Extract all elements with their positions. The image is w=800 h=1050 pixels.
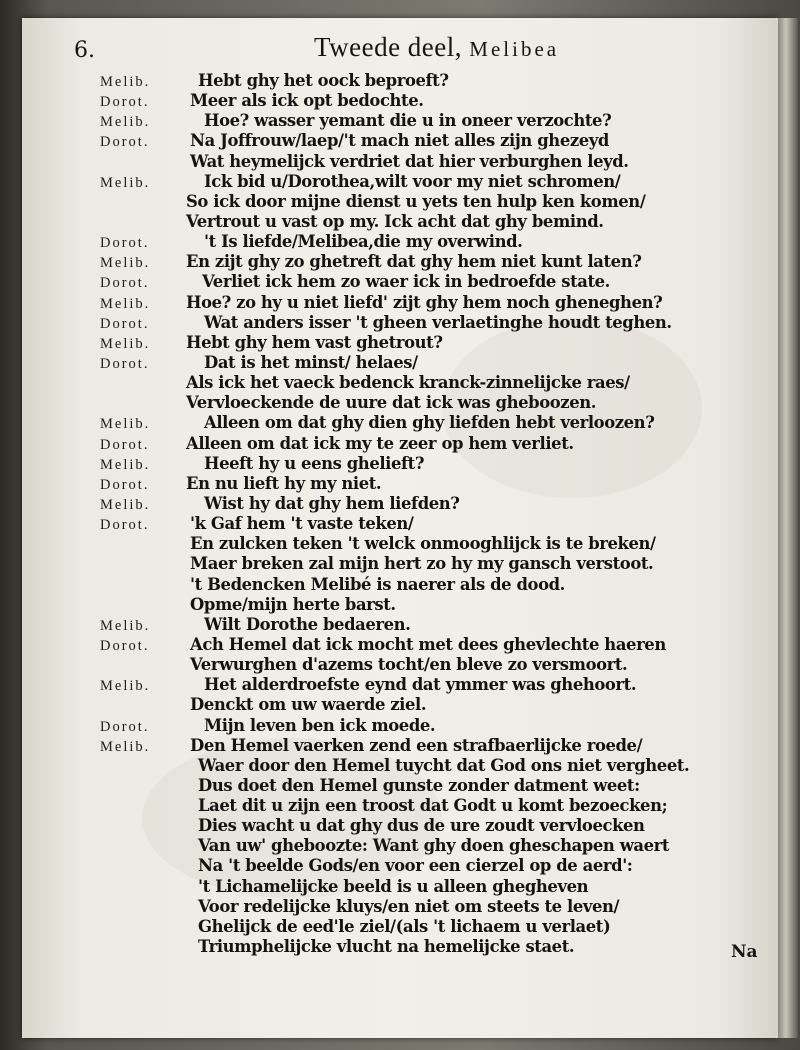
verse-line xyxy=(76,716,756,736)
verse-text: Mijn leven ben ick moede. xyxy=(204,715,436,735)
verse-text: En zulcken teken 't welck onmooghlijck is te breken/ xyxy=(190,534,656,554)
verse-line xyxy=(76,353,756,373)
verse-line xyxy=(76,192,756,212)
verse-line xyxy=(76,252,756,272)
verse-line xyxy=(76,393,756,413)
verse-line xyxy=(76,575,756,595)
verse-line xyxy=(76,615,756,635)
speaker-label: Dorot. xyxy=(100,517,150,534)
verse-line xyxy=(76,675,756,695)
verse-line xyxy=(76,313,756,333)
verse-text: Vervloeckende de uure dat ick was gheboozen. xyxy=(186,393,597,413)
speaker-label: Melib. xyxy=(100,456,151,473)
verse-text: 't Lichamelijcke beeld is u alleen ghegheven xyxy=(198,876,589,896)
verse-line xyxy=(76,131,756,151)
verse-line xyxy=(76,413,756,433)
verse-line xyxy=(76,333,756,353)
verse-line xyxy=(76,937,756,957)
verse-text: Dus doet den Hemel gunste zonder datment weet: xyxy=(198,775,640,795)
speaker-label: Melib. xyxy=(100,255,151,272)
verse-text: Na 't beelde Gods/en voor een cierzel op de aerd': xyxy=(198,856,633,876)
verse-text: Opme/mijn herte barst. xyxy=(190,594,396,614)
verse-line xyxy=(76,816,756,836)
verse-text: Denckt om uw waerde ziel. xyxy=(190,695,427,715)
verse-text: Wat anders isser 't gheen verlaetinghe houdt teghen. xyxy=(204,312,672,332)
verse-text: Den Hemel vaerken zend een strafbaerlijcke roede/ xyxy=(190,735,643,755)
speaker-label: Melib. xyxy=(100,617,151,634)
verse-text: Alleen om dat ghy dien ghy liefden hebt verloozen? xyxy=(204,413,655,433)
verse-line xyxy=(76,695,756,715)
verse-line xyxy=(76,373,756,393)
verse-text: 't Is liefde/Melibea,die my overwind. xyxy=(204,232,523,252)
verse-text: Na Joffrouw/laep/'t mach niet alles zijn ghezeyd xyxy=(190,131,609,151)
verse-text: Hoe? zo hy u niet liefd' zijt ghy hem noch gheneghen? xyxy=(186,292,663,312)
verse-text: Verwurghen d'azems tocht/en bleve zo versmoort. xyxy=(190,655,628,675)
verse-line xyxy=(76,454,756,474)
speaker-label: Melib. xyxy=(100,174,151,191)
verse-text: 't Bedencken Melibé is naerer als de dood. xyxy=(190,574,565,594)
verse-line xyxy=(76,272,756,292)
speaker-label: Melib. xyxy=(100,496,151,513)
verse-line xyxy=(76,856,756,876)
verse-text: Dat is het minst/ helaes/ xyxy=(204,352,418,372)
catchword: Na xyxy=(731,942,758,962)
verse-text: Dies wacht u dat ghy dus de ure zoudt vervloecken xyxy=(198,816,645,836)
verse-text: Verliet ick hem zo waer ick in bedroefde state. xyxy=(202,272,610,292)
verse-text: Heeft hy u eens ghelieft? xyxy=(204,453,425,473)
verse-line xyxy=(76,232,756,252)
verse-text: Wat heymelijck verdriet dat hier verburghen leyd. xyxy=(190,151,629,171)
page-edge xyxy=(778,18,798,1038)
speaker-label: Dorot. xyxy=(100,355,150,372)
verse-text: Wist hy dat ghy hem liefden? xyxy=(204,493,460,513)
running-head xyxy=(314,32,559,63)
verse-line xyxy=(76,494,756,514)
verse-line xyxy=(76,172,756,192)
verse-text: Het alderdroefste eynd dat ymmer was ghehoort. xyxy=(204,675,637,695)
speaker-label: Dorot. xyxy=(100,476,150,493)
speaker-label: Dorot. xyxy=(100,235,150,252)
speaker-label: Melib. xyxy=(100,295,151,312)
verse-text: Waer door den Hemel tuycht dat God ons niet vergheet. xyxy=(198,755,690,775)
speaker-label: Melib. xyxy=(100,416,151,433)
verse-line xyxy=(76,434,756,454)
verse-text: So ick door mijne dienst u yets ten hulp ken komen/ xyxy=(186,191,646,211)
speaker-label: Dorot. xyxy=(100,637,150,654)
verse-line xyxy=(76,152,756,172)
speaker-label: Melib. xyxy=(100,114,151,131)
verse-text: Triumphelijcke vlucht na hemelijcke staet. xyxy=(198,937,575,957)
verse-text: 'k Gaf hem 't vaste teken/ xyxy=(190,514,414,534)
verse-text: Meer als ick opt bedochte. xyxy=(190,91,424,111)
verse-text-block xyxy=(76,71,756,957)
verse-line xyxy=(76,796,756,816)
verse-line xyxy=(76,514,756,534)
verse-text: Ick bid u/Dorothea,wilt voor my niet schromen/ xyxy=(204,171,621,191)
speaker-label: Melib. xyxy=(100,335,151,352)
verse-text: Van uw' gheboozte: Want ghy doen gheschapen waert xyxy=(198,836,670,856)
verse-text: Wilt Dorothe bedaeren. xyxy=(204,614,411,634)
verse-text: Voor redelijcke kluys/en niet om steets te leven/ xyxy=(198,896,620,916)
verse-line xyxy=(76,736,756,756)
verse-text: Hebt ghy hem vast ghetrout? xyxy=(186,332,443,352)
verse-line xyxy=(76,635,756,655)
verse-text: Ach Hemel dat ick mocht met dees ghevlechte haeren xyxy=(190,634,666,654)
verse-line xyxy=(76,776,756,796)
verse-line xyxy=(76,917,756,937)
page-number: 6. xyxy=(74,38,95,63)
verse-line xyxy=(76,554,756,574)
verse-line xyxy=(76,877,756,897)
verse-line xyxy=(76,474,756,494)
verse-line xyxy=(76,756,756,776)
verse-line xyxy=(76,111,756,131)
speaker-label: Dorot. xyxy=(100,94,150,111)
verse-line xyxy=(76,897,756,917)
speaker-label: Dorot. xyxy=(100,315,150,332)
speaker-label: Dorot. xyxy=(100,134,150,151)
verse-text: Hebt ghy het oock beproeft? xyxy=(198,71,449,90)
speaker-label: Melib. xyxy=(100,74,151,90)
verse-text: Als ick het vaeck bedenck kranck-zinnelijcke raes/ xyxy=(186,373,630,393)
verse-text: Alleen om dat ick my te zeer op hem verliet. xyxy=(186,433,574,453)
verse-line xyxy=(76,595,756,615)
speaker-label: Dorot. xyxy=(100,275,150,292)
verse-line xyxy=(76,91,756,111)
verse-line xyxy=(76,534,756,554)
verse-line xyxy=(76,655,756,675)
speaker-label: Dorot. xyxy=(100,436,150,453)
verse-text: Maer breken zal mijn hert zo hy my gansch verstoot. xyxy=(190,554,654,574)
verse-line xyxy=(76,212,756,232)
verse-text: En nu lieft hy my niet. xyxy=(186,473,382,493)
speaker-label: Melib. xyxy=(100,738,151,755)
verse-text: Vertrout u vast op my. Ick acht dat ghy bemind. xyxy=(186,211,604,231)
running-head-prefix: Tweede deel, xyxy=(314,32,470,62)
speaker-label: Melib. xyxy=(100,678,151,695)
verse-text: En zijt ghy zo ghetreft dat ghy hem niet kunt laten? xyxy=(186,252,642,272)
speaker-label: Dorot. xyxy=(100,718,150,735)
verse-text: Laet dit u zijn een troost dat Godt u komt bezoecken; xyxy=(198,796,668,816)
verse-line xyxy=(76,293,756,313)
verse-text: Hoe? wasser yemant die u in oneer verzochte? xyxy=(204,111,612,131)
verse-line xyxy=(76,71,756,91)
running-head-smallcaps: Melibea xyxy=(469,37,560,61)
verse-text: Ghelijck de eed'le ziel/(als 't lichaem u verlaet) xyxy=(198,916,611,936)
verse-line xyxy=(76,836,756,856)
